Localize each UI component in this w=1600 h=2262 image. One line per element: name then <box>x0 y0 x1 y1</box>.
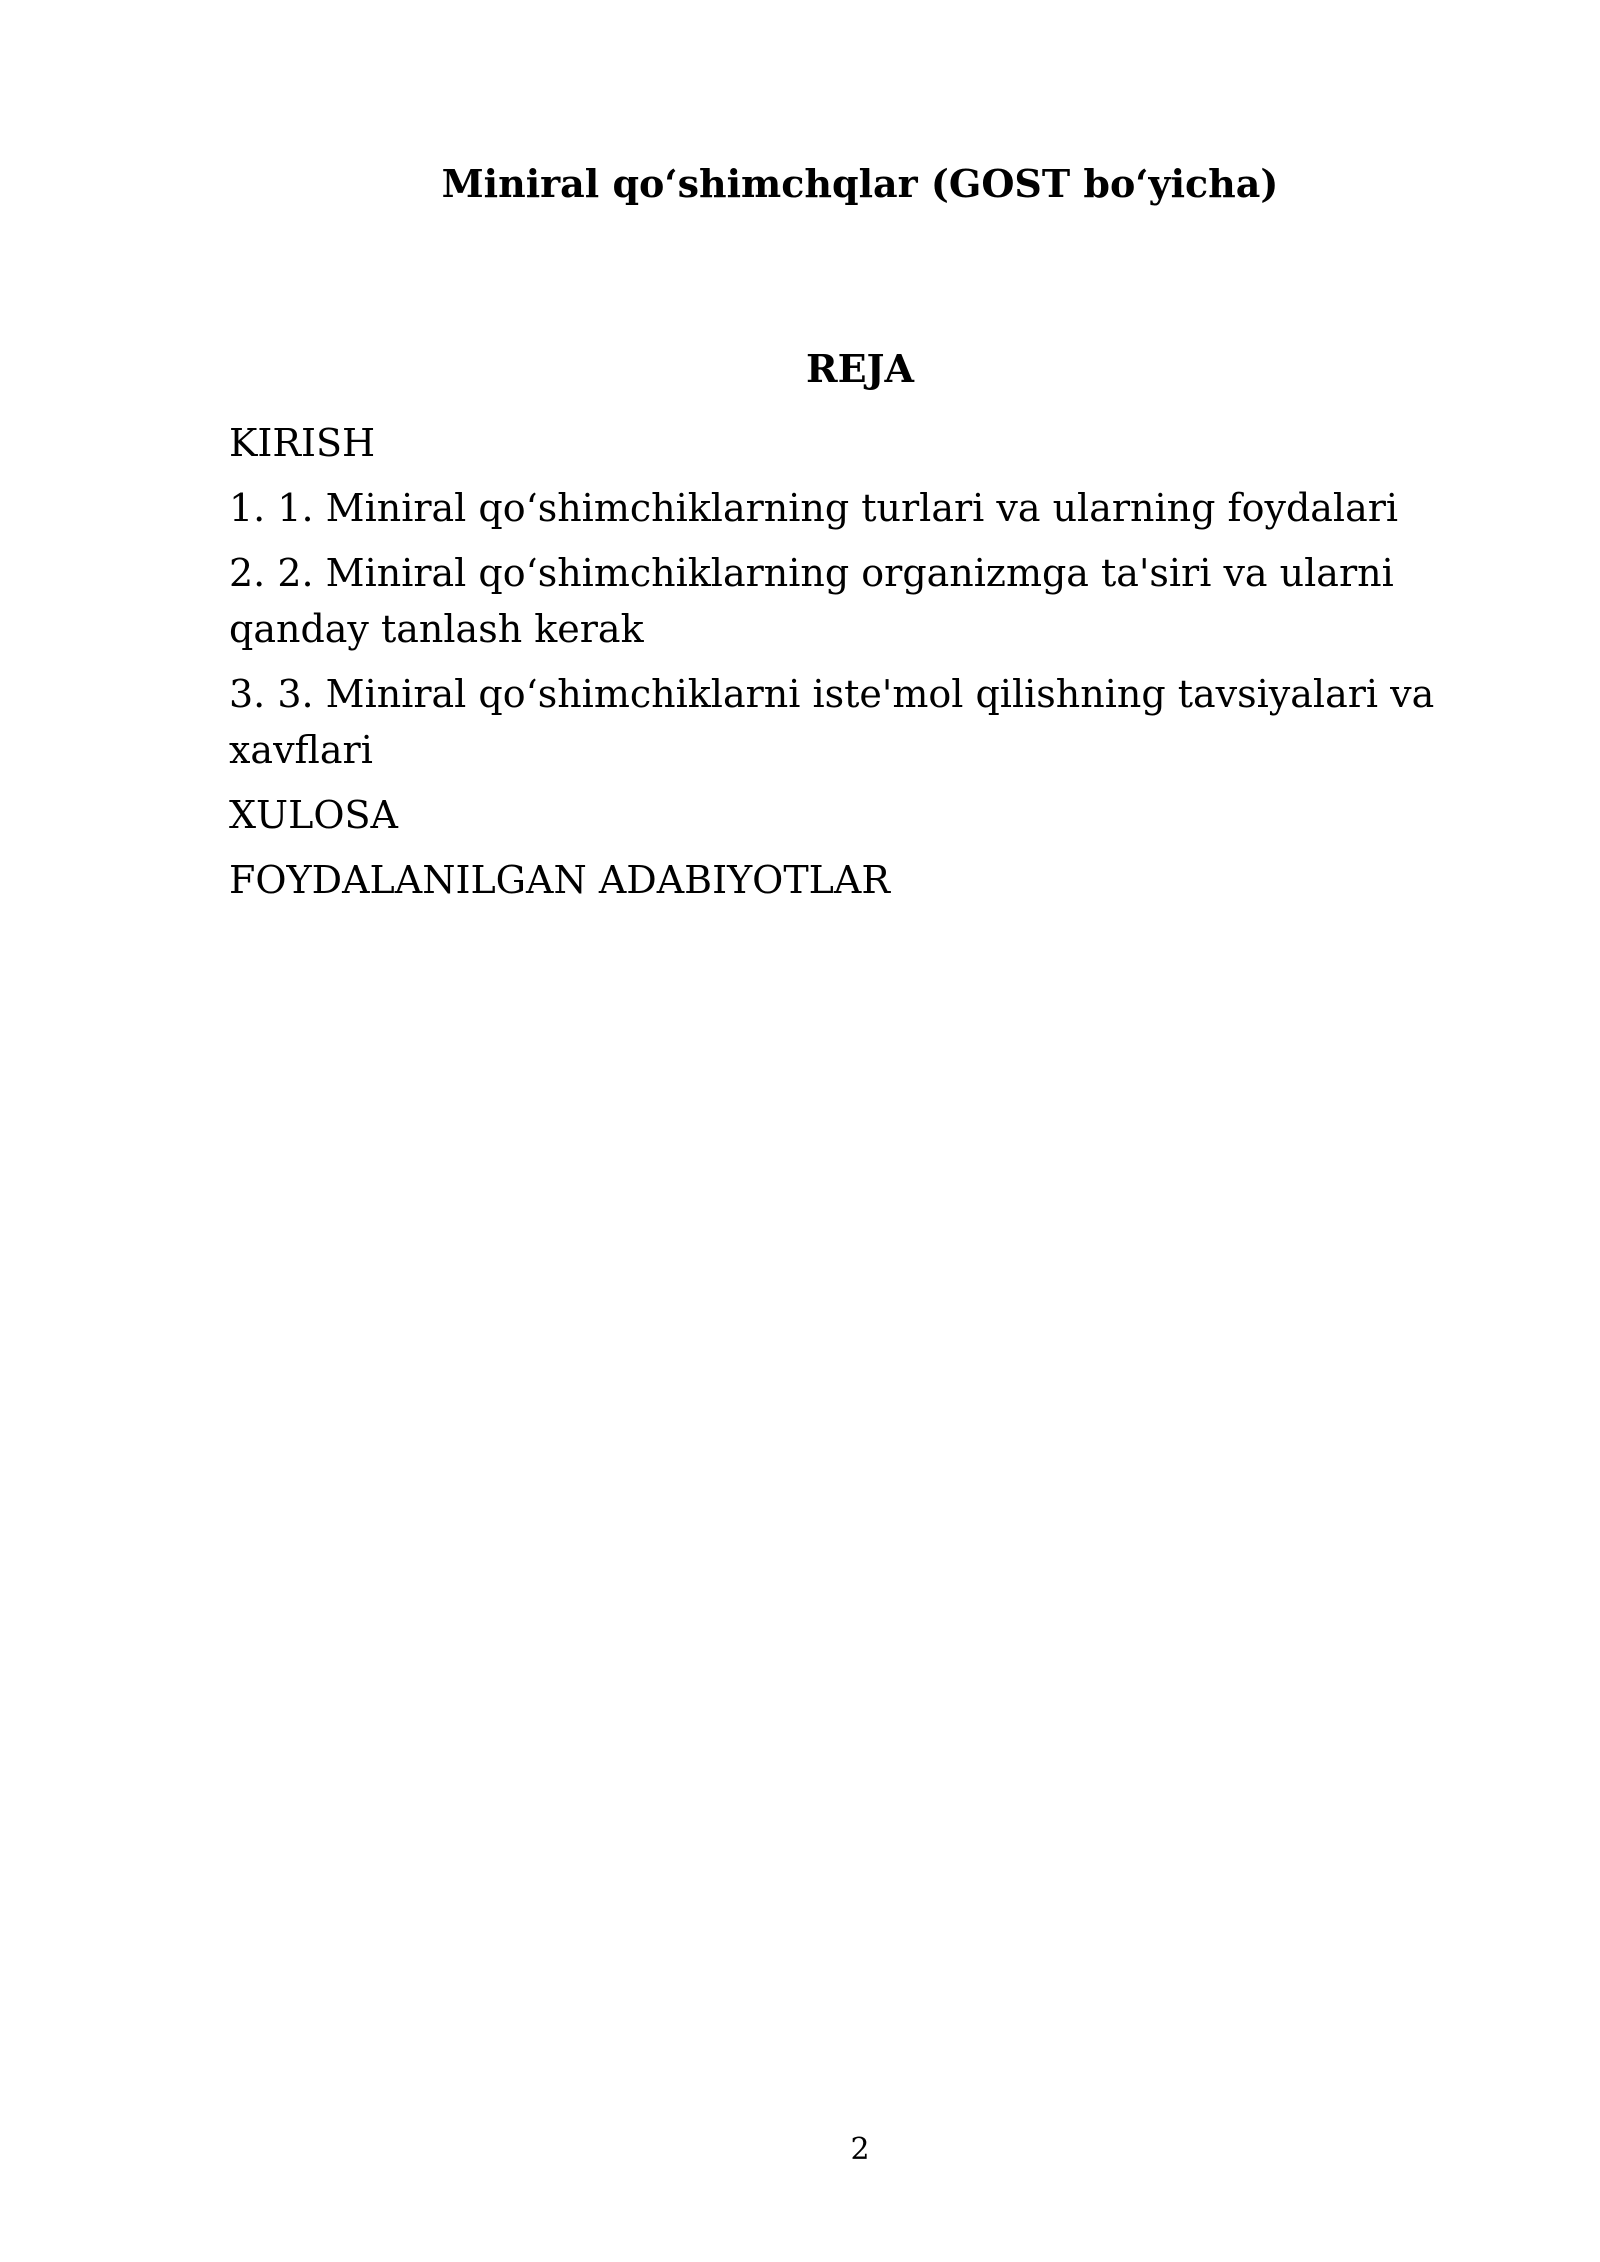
page-number: 2 <box>850 2132 870 2167</box>
document-title: Miniral qo‘shimchqlar (GOST bo‘yicha) <box>441 161 1279 206</box>
toc-item-2: 2. 2. Miniral qo‘shimchiklarning organizmga ta'siri va ularni qanday tanlash kerak <box>229 551 1394 651</box>
toc-item-references: FOYDALANILGAN ADABIYOTLAR <box>229 858 890 902</box>
toc-item-conclusion: XULOSA <box>229 793 398 837</box>
toc-item-introduction: KIRISH <box>229 421 376 465</box>
plan-heading: REJA <box>805 346 914 391</box>
toc-item-3: 3. 3. Miniral qo‘shimchiklarni iste'mol qilishning tavsiyalari va xavflari <box>229 672 1435 772</box>
table-of-contents <box>229 415 1459 917</box>
toc-item-1: 1. 1. Miniral qo‘shimchiklarning turlari va ularning foydalari <box>229 486 1399 530</box>
